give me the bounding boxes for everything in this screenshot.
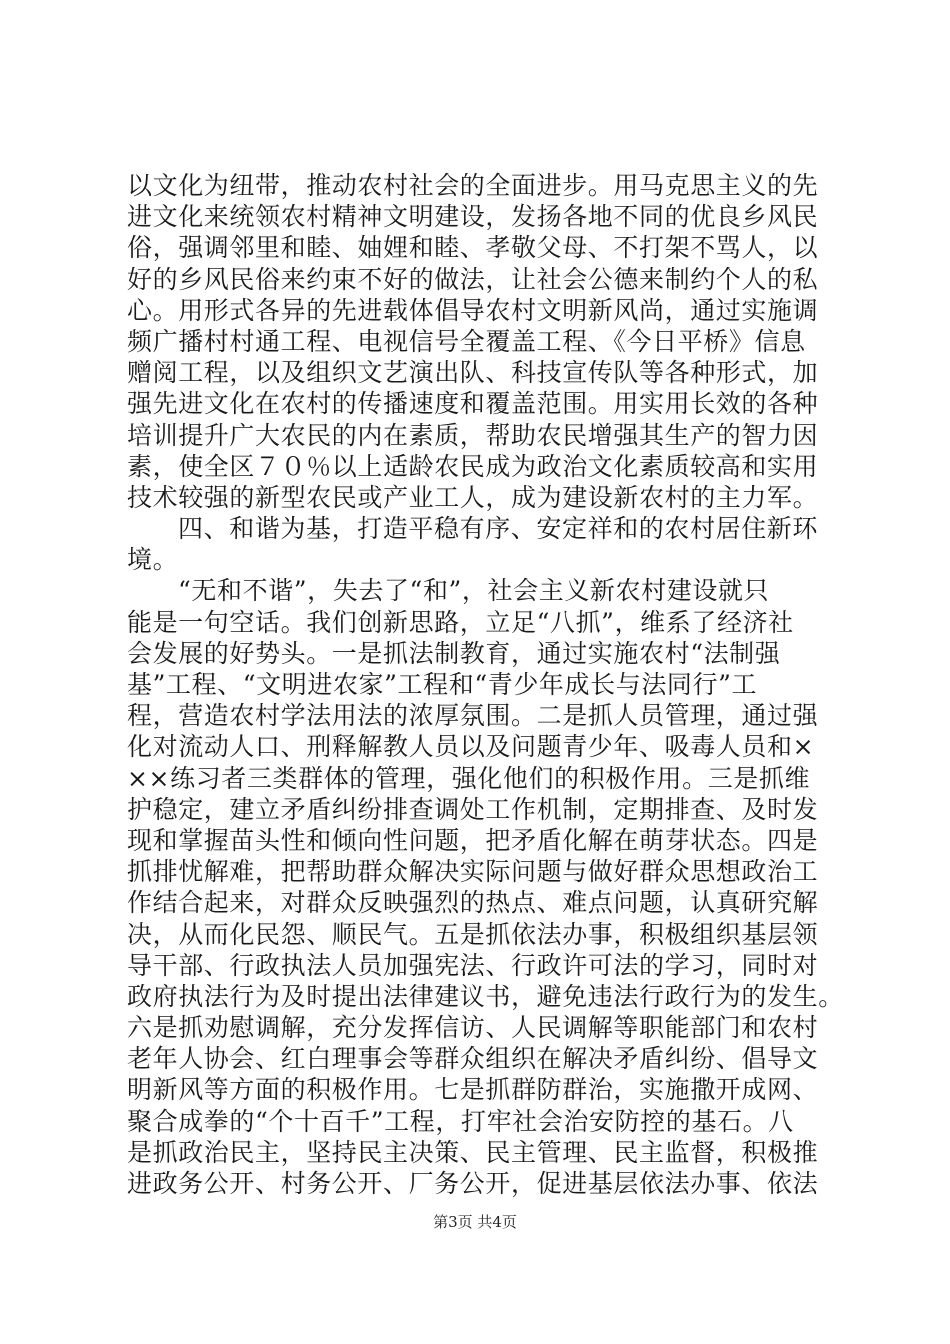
text-line: 赠阅工程，以及组织文艺演出队、科技宣传队等各种形式，加 <box>127 358 819 388</box>
text-line: 能是一句空话。我们创新思路，立足“八抓”，维系了经济社 <box>127 607 794 637</box>
body-text <box>127 170 844 1199</box>
text-line: 明新风等方面的积极作用。七是抓群防群治，实施撒开成网、 <box>127 1075 819 1105</box>
text-line: 聚合成拳的“个十百千”工程，打牢社会治安防控的基石。八 <box>127 1106 794 1136</box>
text-line: 护稳定，建立矛盾纠纷排查调处工作机制，定期排查、及时发 <box>127 794 819 824</box>
text-line: 导干部、行政执法人员加强宪法、行政许可法的学习，同时对 <box>127 950 819 980</box>
text-line: 老年人协会、红白理事会等群众组织在解决矛盾纠纷、倡导文 <box>127 1044 819 1074</box>
text-line: 化对流动人口、刑释解教人员以及问题青少年、吸毒人员和× <box>127 732 815 762</box>
page-number-label: 第3页 共4页 <box>433 1213 517 1231</box>
text-line: 进政务公开、村务公开、厂务公开，促进基层依法办事、依法 <box>127 1169 819 1198</box>
text-line: 技术较强的新型农民或产业工人，成为建设新农村的主力军。 <box>127 482 819 512</box>
text-line: 以文化为纽带，推动农村社会的全面进步。用马克思主义的先 <box>127 171 819 200</box>
text-line: 培训提升广大农民的内在素质，帮助农民增强其生产的智力因 <box>127 420 819 450</box>
text-line: 会发展的好势头。一是抓法制教育，通过实施农村“法制强 <box>127 638 781 668</box>
text-line: 好的乡风民俗来约束不好的做法，让社会公德来制约个人的私 <box>127 264 819 294</box>
section-heading-line: 境。 <box>127 545 179 575</box>
text-line: 六是抓劝慰调解，充分发挥信访、人民调解等职能部门和农村 <box>127 1013 819 1043</box>
text-line: 程，营造农村学法用法的浓厚氛围。二是抓人员管理，通过强 <box>127 701 819 731</box>
text-line: 心。用形式各异的先进载体倡导农村文明新风尚，通过实施调 <box>127 295 819 325</box>
text-line: ××练习者三类群体的管理，强化他们的积极作用。三是抓维 <box>127 763 811 793</box>
text-line: 进文化来统领农村精神文明建设，发扬各地不同的优良乡风民 <box>127 202 819 232</box>
section-heading-line: 四、和谐为基，打造平稳有序、安定祥和的农村居住新环 <box>178 514 819 544</box>
text-line: 政府执法行为及时提出法律建议书，避免违法行政行为的发生。 <box>127 981 844 1011</box>
text-line: 决，从而化民怨、顺民气。五是抓依法办事，积极组织基层领 <box>127 919 819 949</box>
text-line: 是抓政治民主，坚持民主决策、民主管理、民主监督，积极推 <box>127 1137 819 1167</box>
text-line: 作结合起来，对群众反映强烈的热点、难点问题，认真研究解 <box>127 888 819 918</box>
paragraph-start-line: “无和不谐”，失去了“和”，社会主义新农村建设就只 <box>178 576 770 606</box>
text-line: 抓排忧解难，把帮助群众解决实际问题与做好群众思想政治工 <box>127 857 819 887</box>
text-line: 俗，强调邻里和睦、妯娌和睦、孝敬父母、不打架不骂人，以 <box>127 233 819 263</box>
text-line: 素，使全区７０％以上适龄农民成为政治文化素质较高和实用 <box>127 451 819 481</box>
text-line: 现和掌握苗头性和倾向性问题，把矛盾化解在萌芽状态。四是 <box>127 825 819 855</box>
page-footer <box>0 1212 950 1232</box>
text-line: 基”工程、“文明进农家”工程和“青少年成长与法同行”工 <box>127 670 758 699</box>
text-line: 频广播村村通工程、电视信号全覆盖工程、《今日平桥》信息 <box>127 326 806 356</box>
text-line: 强先进文化在农村的传播速度和覆盖范围。用实用长效的各种 <box>127 389 819 419</box>
